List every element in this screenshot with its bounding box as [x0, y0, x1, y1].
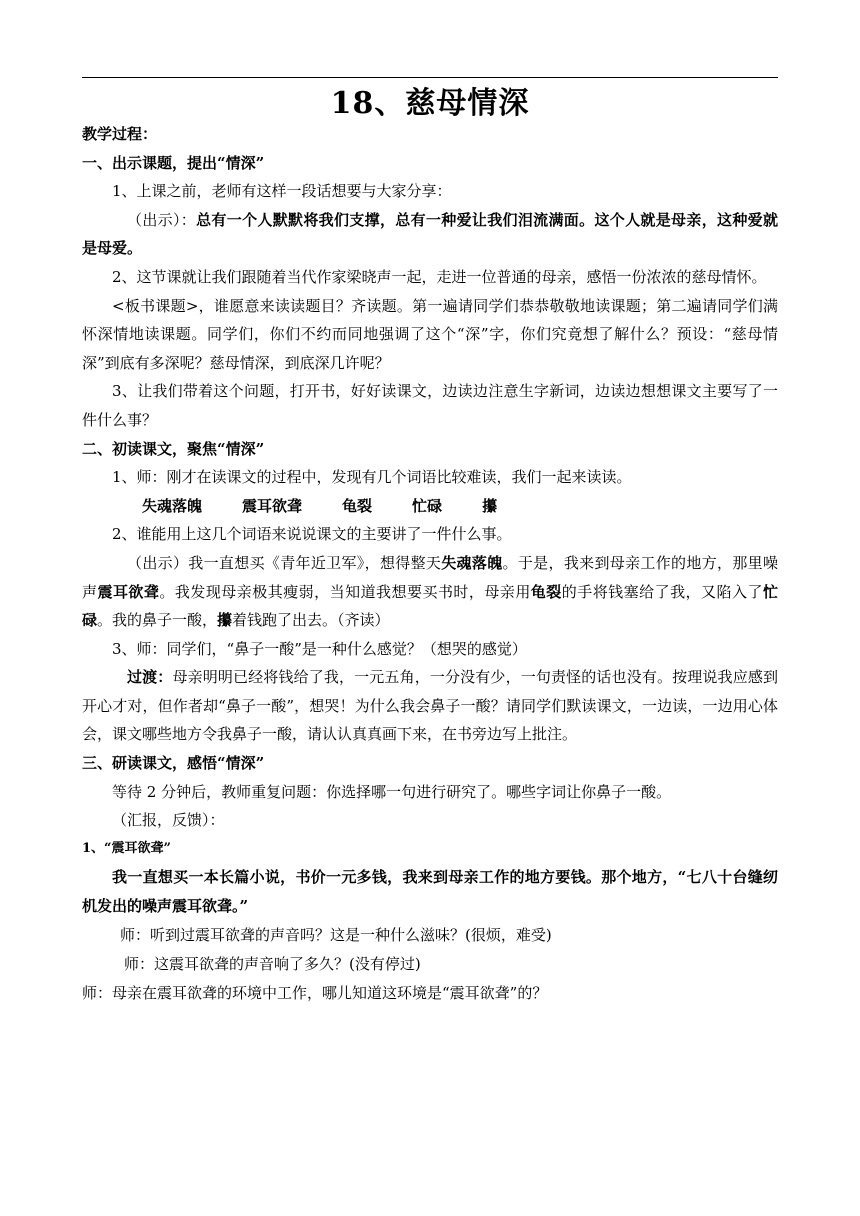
paragraph: 1、上课之前，老师有这样一段话想要与大家分享： — [112, 182, 452, 201]
paragraph: （汇报，反馈）： — [112, 811, 225, 830]
section-heading-3: 三、研读课文，感悟“情深” — [82, 754, 265, 773]
paragraph: <板书课题>，谁愿意来读读题目？齐读题。第一遍请同学们恭恭敬敬地读课题；第二遍请同学们满怀深情地读课题。同学们，你们不约而同地强调了这个“深”字，你们究竟想了解什么？预设：“慈母情深”到底有多深呢？慈母情深，到底深几许呢？ — [82, 296, 778, 372]
header-rule — [82, 77, 778, 78]
page-title: 18、慈母情深 — [330, 86, 530, 121]
vocab-word: 失魂落魄 — [142, 496, 203, 515]
paragraph: 2、这节课就让我们跟随着当代作家梁晓声一起，走进一位普通的母亲，感悟一份浓浓的慈母情怀。 — [112, 267, 767, 286]
document-body — [82, 120, 778, 1007]
teacher-line: 师：听到过震耳欲聋的声音吗？这是一种什么滋味？(很烦，难受) — [120, 926, 552, 945]
section-heading-1: 一、出示课题，提出“情深” — [82, 153, 265, 172]
paragraph: 3、让我们带着这个问题，打开书，好好读课文，边读边注意生字新词，边读边想想课文主要写了一件什么事？ — [82, 382, 778, 429]
transition-paragraph: 过渡：母亲明明已经将钱给了我，一元五角，一分没有少，一句责怪的话也没有。按理说我应感到开心才对，但作者却“鼻子一酸”，想哭！为什么我会鼻子一酸？请同学们默读课文，一边读，一边用心体会，课文哪些地方令我鼻子一酸，请认认真真画下来，在书旁边写上批注。 — [82, 668, 778, 744]
quote-text: 总有一个人默默将我们支撑，总有一种爱让我们泪流满面。这个人就是母亲，这种爱就是母爱。 — [82, 210, 778, 258]
paragraph: 等待 2 分钟后，教师重复问题：你选择哪一句进行研究了。哪些字词让你鼻子一酸。 — [112, 782, 672, 801]
vocab-word: 攥 — [482, 496, 498, 515]
vocab-word: 龟裂 — [342, 496, 373, 515]
vocabulary-list — [82, 492, 778, 521]
vocab-word: 忙碌 — [412, 496, 443, 515]
paragraph: 1、师：刚才在读课文的过程中，发现有几个词语比较难读，我们一起来读读。 — [112, 468, 632, 487]
vocab-word: 震耳欲聋 — [242, 496, 303, 515]
teacher-line: 师：母亲在震耳欲聋的环境中工作，哪儿知道这环境是“震耳欲聋”的？ — [82, 983, 548, 1002]
quote-paragraph: 我一直想买一本长篇小说，书价一元多钱，我来到母亲工作的地方要钱。那个地方，“七八十台缝纫机发出的噪声震耳欲聋。” — [82, 868, 778, 916]
paragraph: 3、师：同学们，“鼻子一酸”是一种什么感觉？（想哭的感觉） — [112, 639, 527, 658]
process-label: 教学过程： — [82, 125, 158, 143]
sub-heading: 1、“震耳欲聋” — [82, 840, 172, 856]
teacher-line: 师：这震耳欲聋的声音响了多久？(没有停过) — [124, 955, 421, 974]
paragraph: 2、谁能用上这几个词语来说说课文的主要讲了一件什么事。 — [112, 525, 512, 544]
paragraph: （出示）：总有一个人默默将我们支撑，总有一种爱让我们泪流满面。这个人就是母亲，这种爱就是母爱。 — [82, 210, 778, 258]
section-heading-2: 二、初读课文，聚焦“情深” — [82, 439, 265, 458]
summary-paragraph: （出示）我一直想买《青年近卫军》，想得整天失魂落魄。于是，我来到母亲工作的地方，那里噪声震耳欲聋。我发现母亲极其瘦弱，当知道我想要买书时，母亲用龟裂的手将钱塞给了我，又陷入了忙碌。我的鼻子一酸，攥着钱跑了出去。（齐读） — [82, 553, 778, 630]
